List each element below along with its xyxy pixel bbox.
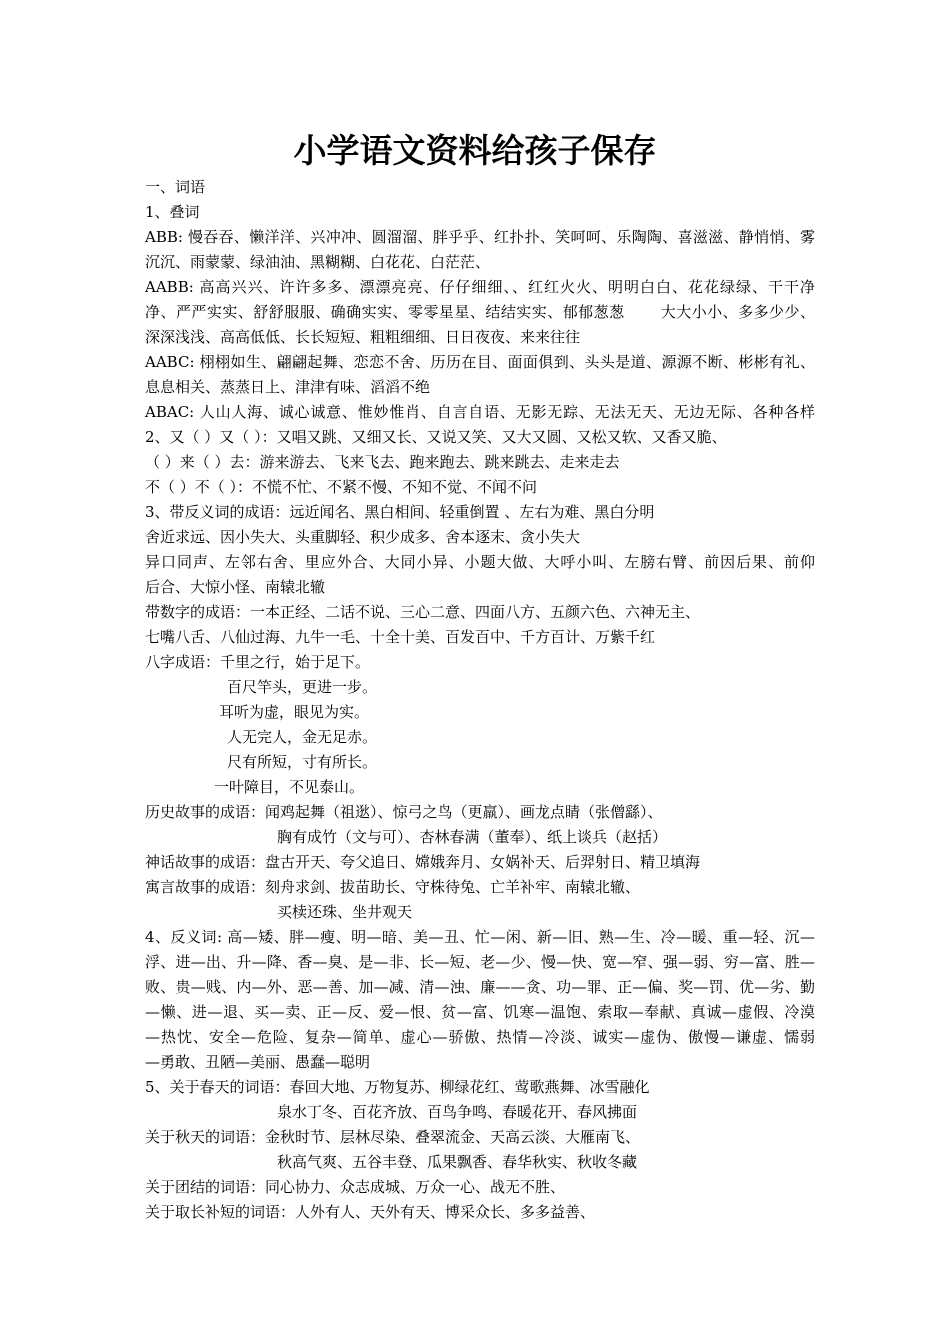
text-line: 败、贵—贱、内—外、恶—善、加—减、清—浊、廉——贪、功—罪、正—偏、奖—罚、优—劣、勤: [145, 978, 815, 996]
text-line: 4、反义词: 高—矮、胖—瘦、明—暗、美—丑、忙—闲、新—旧、熟—生、冷—暖、重—轻、沉—: [145, 928, 815, 946]
text-line: 沉沉、雨蒙蒙、绿油油、黑糊糊、白花花、白茫茫、: [145, 253, 491, 271]
proverb-line: 百尺竿头，更进一步。: [227, 678, 378, 696]
text-line: 2、又（ ）又（ ）：又唱又跳、又细又长、又说又笑、又大又圆、又松又软、又香又脆、: [145, 428, 727, 446]
text-line: 3、带反义词的成语：远近闻名、黑白相间、轻重倒置 、左右为难、黑白分明: [145, 503, 655, 521]
text-line: 八字成语：千里之行，始于足下。: [145, 653, 371, 671]
text-line: 七嘴八舌、八仙过海、九牛一毛、十全十美、百发百中、千方百计、万紫千红: [145, 628, 656, 646]
text-line: 寓言故事的成语：刻舟求剑、拔苗助长、守株待兔、亡羊补牢、南辕北辙、: [145, 878, 641, 896]
proverb-line: 一叶障目，不见泰山。: [214, 778, 365, 796]
text-line: 秋高气爽、五谷丰登、瓜果飘香、春华秋实、秋收冬藏: [277, 1153, 638, 1171]
proverb-line: 人无完人，金无足赤。: [227, 728, 378, 746]
text-line: ABB: 慢吞吞、懒洋洋、兴冲冲、圆溜溜、胖乎乎、红扑扑、笑呵呵、乐陶陶、喜滋滋、静悄悄、雾: [145, 228, 815, 246]
text-line: 后合、大惊小怪、南辕北辙: [145, 578, 326, 596]
text-line: —热忱、安全—危险、复杂—简单、虚心—骄傲、热情—冷淡、诚实—虚伪、傲慢—谦虚、懦弱: [145, 1028, 815, 1046]
text-line: —勇敢、丑陋—美丽、愚蠢—聪明: [145, 1053, 371, 1071]
text-line: 关于团结的词语：同心协力、众志成城、万众一心、战无不胜、: [145, 1178, 566, 1196]
text-line: AABB: 高高兴兴、许许多多、漂漂亮亮、仔仔细细、、红红火火、明明白白、花花绿绿、干干净: [145, 278, 815, 296]
proverb-line: 耳听为虚，眼见为实。: [219, 703, 370, 721]
text-line: ABAC: 人山人海、诚心诚意、惟妙惟肖、自言自语、无影无踪、无法无天、无边无际、各种各样: [145, 403, 815, 421]
text-line: 泉水丁冬、百花齐放、百鸟争鸣、春暖花开、春风拂面: [277, 1103, 638, 1121]
document-body: [145, 175, 815, 1225]
text-line: 带数字的成语：一本正经、二话不说、三心二意、四面八方、五颜六色、六神无主、: [145, 603, 701, 621]
text-line: 舍近求远、因小失大、头重脚轻、积少成多、舍本逐末、贪小失大: [145, 528, 581, 546]
text-line: —懒、进—退、买—卖、正—反、爱—恨、贫—富、饥寒—温饱、索取—奉献、真诚—虚假、冷漠: [145, 1003, 815, 1021]
text-line: 净、严严实实、舒舒服服、确确实实、零零星星、结结实实、郁郁葱葱 大大小小、多多少少、: [145, 303, 815, 321]
text-line: AABC: 栩栩如生、翩翩起舞、恋恋不舍、历历在目、面面俱到、头头是道、源源不断、彬彬有礼、: [145, 353, 815, 371]
text-line: 不（ ）不（ ）：不慌不忙、不紧不慢、不知不觉、不闻不问: [145, 478, 538, 496]
text-line: （ ）来（ ）去：游来游去、飞来飞去、跑来跑去、跳来跳去、走来走去: [145, 453, 620, 471]
text-line: 神话故事的成语：盘古开天、夸父追日、嫦娥奔月、女娲补天、后羿射日、精卫填海: [145, 853, 701, 871]
page-title: 小学语文资料给孩子保存: [293, 131, 657, 170]
text-line: 胸有成竹（文与可）、杏林春满（董奉）、纸上谈兵（赵括）: [277, 828, 668, 846]
section-heading: 一、词语: [145, 178, 206, 196]
text-line: 关于秋天的词语：金秋时节、层林尽染、叠翠流金、天高云淡、大雁南飞、: [145, 1128, 641, 1146]
text-line: 深深浅浅、高高低低、长长短短、粗粗细细、日日夜夜、来来往往: [145, 328, 581, 346]
text-line: 异口同声、左邻右舍、里应外合、大同小异、小题大做、大呼小叫、左膀右臂、前因后果、前仰: [145, 553, 815, 571]
proverb-line: 尺有所短，寸有所长。: [227, 753, 378, 771]
text-line: 历史故事的成语：闻鸡起舞（祖逖）、惊弓之鸟（更羸）、画龙点睛（张僧繇）、: [145, 803, 663, 821]
text-line: 息息相关、蒸蒸日上、津津有味、滔滔不绝: [145, 378, 431, 396]
text-line: 5、关于春天的词语：春回大地、万物复苏、柳绿花红、莺歌燕舞、冰雪融化: [145, 1078, 650, 1096]
text-line: 关于取长补短的词语：人外有人、天外有天、博采众长、多多益善、: [145, 1203, 596, 1221]
subsection-heading: 1、叠词: [145, 203, 200, 221]
text-line: 浮、进—出、升—降、香—臭、是—非、长—短、老—少、慢—快、宽—窄、强—弱、穷—富、胜—: [145, 953, 815, 971]
text-line: 买椟还珠、坐井观天: [277, 903, 413, 921]
